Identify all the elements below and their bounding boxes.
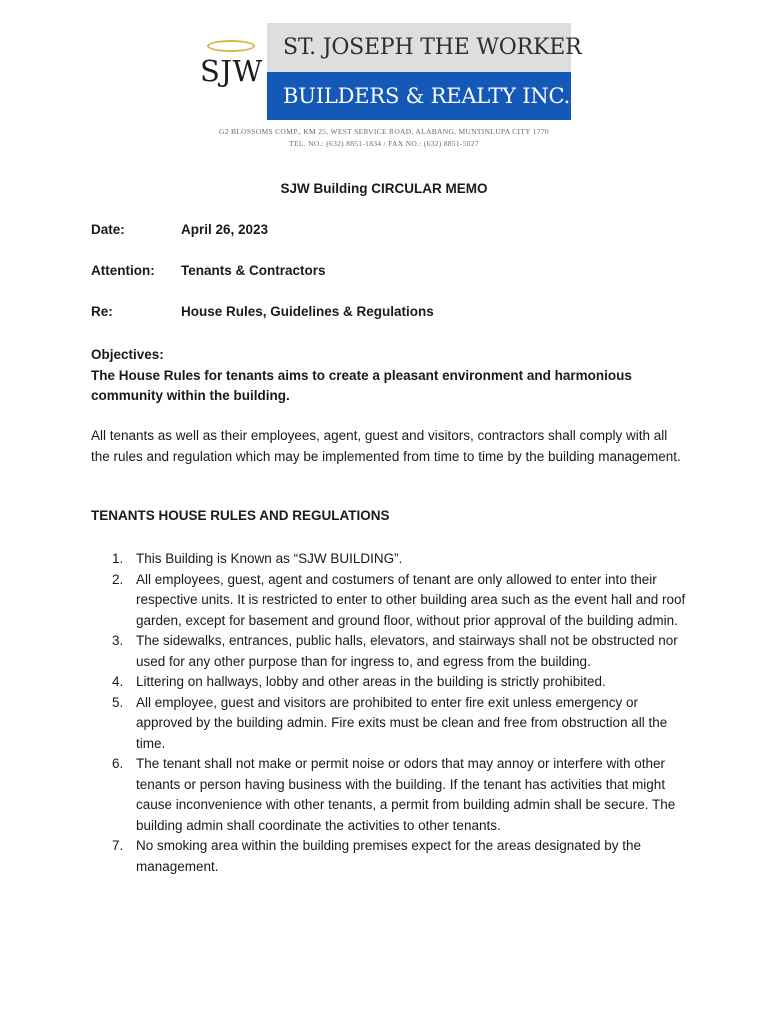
list-item bbox=[91, 672, 691, 693]
date-label: Date: bbox=[91, 222, 125, 237]
objectives-section bbox=[91, 345, 691, 407]
rule-number: 5. bbox=[112, 694, 124, 710]
rule-number: 1. bbox=[112, 551, 124, 566]
rule-text: All employee, guest and visitors are prohibited to enter fire exit unless emergency or approved by the building admin. Fire exits must be clean and free from obstruction all the time. bbox=[136, 694, 668, 751]
re-value: House Rules, Guidelines & Regulations bbox=[181, 304, 434, 319]
re-label: Re: bbox=[91, 304, 113, 319]
company-contact: TEL. NO.: (632) 8851-1834 / FAX NO.: (632) 8851-5027 bbox=[289, 139, 479, 148]
rule-number: 7. bbox=[112, 838, 124, 853]
rule-number: 6. bbox=[112, 756, 124, 771]
list-item bbox=[91, 549, 691, 570]
rule-number: 3. bbox=[112, 633, 124, 648]
company-address: G2 BLOSSOMS COMP., KM 25, WEST SERVICE ROAD, ALABANG, MUNTINLUPA CITY 1770 bbox=[219, 127, 549, 136]
objectives-label: Objectives: bbox=[91, 347, 164, 362]
list-item bbox=[91, 693, 691, 755]
logo-text: SJW bbox=[200, 54, 263, 88]
intro-paragraph: All tenants as well as their employees, agent, guest and visitors, contractors shall comply with all the rules and regulation which may be implemented from time to time by the building management. bbox=[91, 428, 681, 464]
objectives-text: The House Rules for tenants aims to create a pleasant environment and harmonious community within the building. bbox=[91, 367, 632, 403]
rules-list bbox=[91, 549, 691, 877]
memo-title: SJW Building CIRCULAR MEMO bbox=[280, 181, 488, 196]
company-name-line-1: ST. JOSEPH THE WORKER bbox=[267, 23, 571, 72]
rules-heading: TENANTS HOUSE RULES AND REGULATIONS bbox=[91, 508, 390, 523]
company-name-line-2: BUILDERS & REALTY INC. bbox=[267, 72, 571, 120]
letterhead bbox=[0, 0, 768, 160]
company-banner bbox=[267, 23, 582, 120]
attention-value: Tenants & Contractors bbox=[181, 263, 326, 278]
rule-text: All employees, guest, agent and costumers of tenant are only allowed to enter into their respective units. It is restricted to enter to other building area such as the event hall and roof garden, except for basement and ground floor, without prior approval of the building admin. bbox=[136, 571, 686, 628]
list-item bbox=[91, 631, 691, 672]
rule-text: This Building is Known as “SJW BUILDING”. bbox=[136, 551, 403, 566]
date-value: April 26, 2023 bbox=[181, 222, 269, 237]
attention-label: Attention: bbox=[91, 263, 155, 278]
list-item bbox=[91, 754, 691, 836]
rule-text: The sidewalks, entrances, public halls, elevators, and stairways shall not be obstructed nor used for any other purpose than for ingress to, and egress from the building. bbox=[136, 633, 678, 669]
rule-text: Littering on hallways, lobby and other areas in the building is strictly prohibited. bbox=[136, 674, 606, 689]
rule-number: 2. bbox=[112, 571, 124, 587]
list-item bbox=[91, 836, 691, 877]
rule-text: No smoking area within the building premises expect for the areas designated by the management. bbox=[136, 838, 642, 874]
company-logo bbox=[200, 40, 266, 100]
rule-number: 4. bbox=[112, 674, 124, 689]
list-item bbox=[91, 570, 691, 632]
rule-text: The tenant shall not make or permit noise or odors that may annoy or interfere with other tenants or person having business with the building. If the tenant has activities that might cause inconvenience with other tenants, a permit from building admin shall be secure. The building admin shall coordinate the activities to other tenants. bbox=[136, 756, 676, 833]
halo-icon bbox=[207, 40, 255, 52]
